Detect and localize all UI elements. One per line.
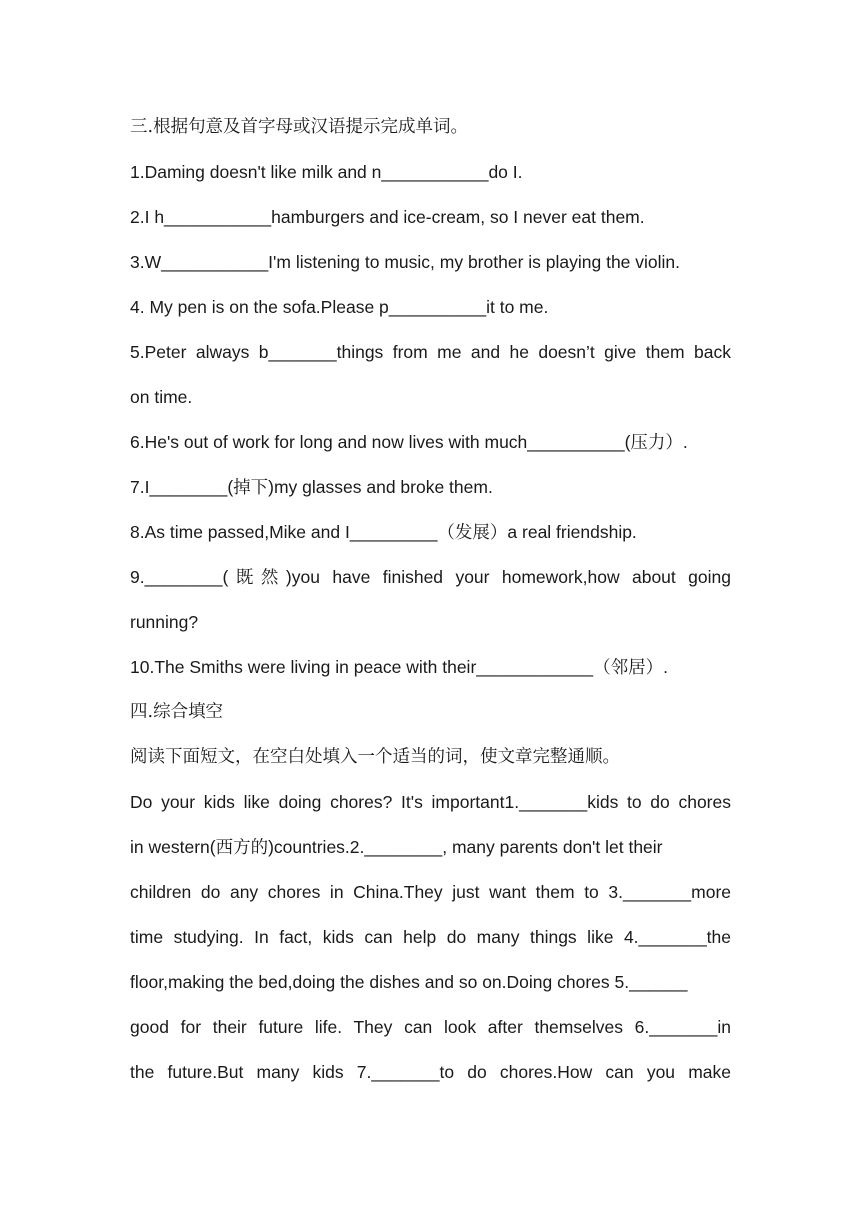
question-9-continued: running? xyxy=(130,612,199,632)
question-4: 4. My pen is on the sofa.Please p__________it to me. xyxy=(130,297,549,317)
passage-line-1: Do your kids like doing chores? It's important1._______kids to do chores xyxy=(130,792,731,812)
document-page xyxy=(130,105,731,1095)
question-8: 8.As time passed,Mike and I_________（发展）a real friendship. xyxy=(130,522,637,542)
passage-line-5: floor,making the bed,doing the dishes and so on.Doing chores 5.______ xyxy=(130,972,688,992)
question-9: 9.________(既然)you have finished your homework,how about going xyxy=(130,567,731,587)
passage-line-2: in western(西方的)countries.2.________, many parents don't let their xyxy=(130,837,663,857)
question-5: 5.Peter always b_______things from me and he doesn’t give them back xyxy=(130,342,731,362)
passage-line-6: good for their future life. They can look after themselves 6._______in xyxy=(130,1017,731,1037)
passage-line-3: children do any chores in China.They just want them to 3._______more xyxy=(130,882,731,902)
question-7: 7.I________(掉下)my glasses and broke them. xyxy=(130,477,493,497)
question-10: 10.The Smiths were living in peace with their____________（邻居）. xyxy=(130,657,668,677)
question-1: 1.Daming doesn't like milk and n___________do I. xyxy=(130,162,523,182)
question-6: 6.He's out of work for long and now lives with much__________(压力）. xyxy=(130,432,688,452)
section-4-instruction: 阅读下面短文，在空白处填入一个适当的词，使文章完整通顺。 xyxy=(130,747,620,767)
question-2: 2.I h___________hamburgers and ice-cream, so I never eat them. xyxy=(130,207,645,227)
passage-line-7: the future.But many kids 7._______to do chores.How can you make xyxy=(130,1062,731,1082)
section-4-heading: 四.综合填空 xyxy=(130,702,224,722)
section-3-heading: 三.根据句意及首字母或汉语提示完成单词。 xyxy=(130,117,469,137)
passage-line-4: time studying. In fact, kids can help do many things like 4._______the xyxy=(130,927,731,947)
question-5-continued: on time. xyxy=(130,387,193,407)
question-3: 3.W___________I'm listening to music, my brother is playing the violin. xyxy=(130,252,681,272)
